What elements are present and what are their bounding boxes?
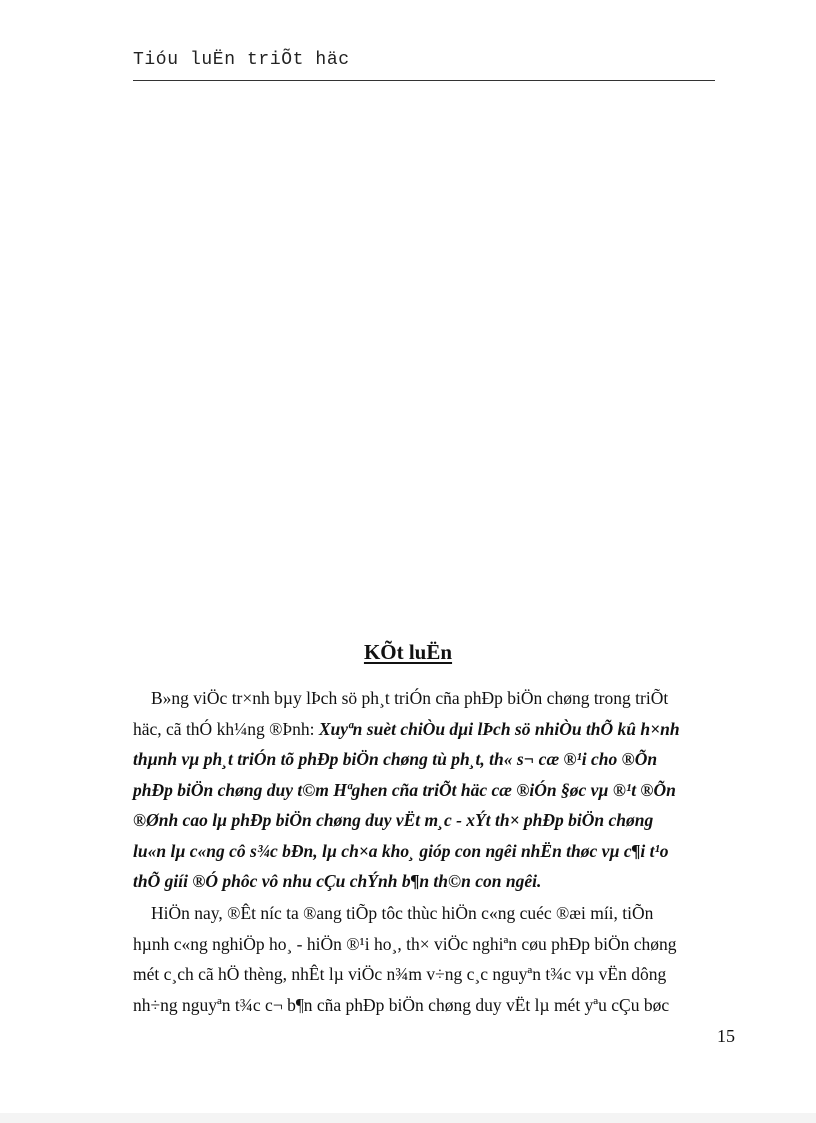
header-rule [133, 80, 715, 81]
emphasized-text: Xuyªn suèt chiÒu dµi lÞch sö nhiÒu thÕ kû h×nh [318, 718, 680, 739]
text-line: B»ng viÖc tr×nh bµy lÞch sö ph¸t triÓn cña phÐp biÖn chøng trong triÕt [151, 688, 669, 708]
emphasized-text-line: phÐp biÖn chøng duy t©m Hªghen cña triÕt häc cæ ®iÓn §øc vµ ®¹t ®Õn [133, 779, 676, 800]
text-line: nh÷ng nguyªn t¾c c¬ b¶n cña phÐp biÖn chøng duy vËt lµ mét yªu cÇu bøc [133, 994, 670, 1015]
emphasized-text-line: lu«n lµ c«ng cô s¾c bÐn, lµ ch×a kho¸ gióp con ngêi nhËn thøc vµ c¶i t¹o [133, 840, 669, 861]
emphasized-text-line: thµnh vµ ph¸t triÓn tõ phÐp biÖn chøng tù ph¸t, th« s¬ cæ ®¹i cho ®Õn [133, 749, 658, 769]
text-line: HiÖn nay, ®Êt níc ta ®ang tiÕp tôc thùc hiÖn c«ng cuéc ®æi míi, tiÕn [151, 903, 654, 923]
emphasized-text-line: ®Ønh cao lµ phÐp biÖn chøng duy vËt m¸c - xÝt th× phÐp biÖn chøng [133, 810, 654, 830]
text-span: häc, cã thÓ kh¼ng ®Þnh: [133, 718, 319, 739]
page-number: 15 [717, 1026, 735, 1046]
section-heading: KÕt luËn [363, 640, 453, 664]
page-bottom-band [0, 1113, 816, 1123]
text-line [133, 714, 723, 745]
conclusion-paragraph-1 [133, 683, 723, 897]
text-line: hµnh c«ng nghiÖp ho¸ - hiÖn ®¹i ho¸, th× viÖc nghiªn cøu phÐp biÖn chøng [133, 933, 677, 954]
text-line: mét c¸ch cã hÖ thèng, nhÊt lµ viÖc n¾m v÷ng c¸c nguyªn t¾c vµ vËn dông [133, 964, 667, 984]
emphasized-text-line: thÕ giíi ®Ó phôc vô nhu cÇu chÝnh b¶n th©n con ngêi. [133, 871, 542, 891]
running-header-title: Tióu luËn triÕt häc [133, 50, 350, 70]
conclusion-paragraph-2 [133, 898, 723, 1020]
